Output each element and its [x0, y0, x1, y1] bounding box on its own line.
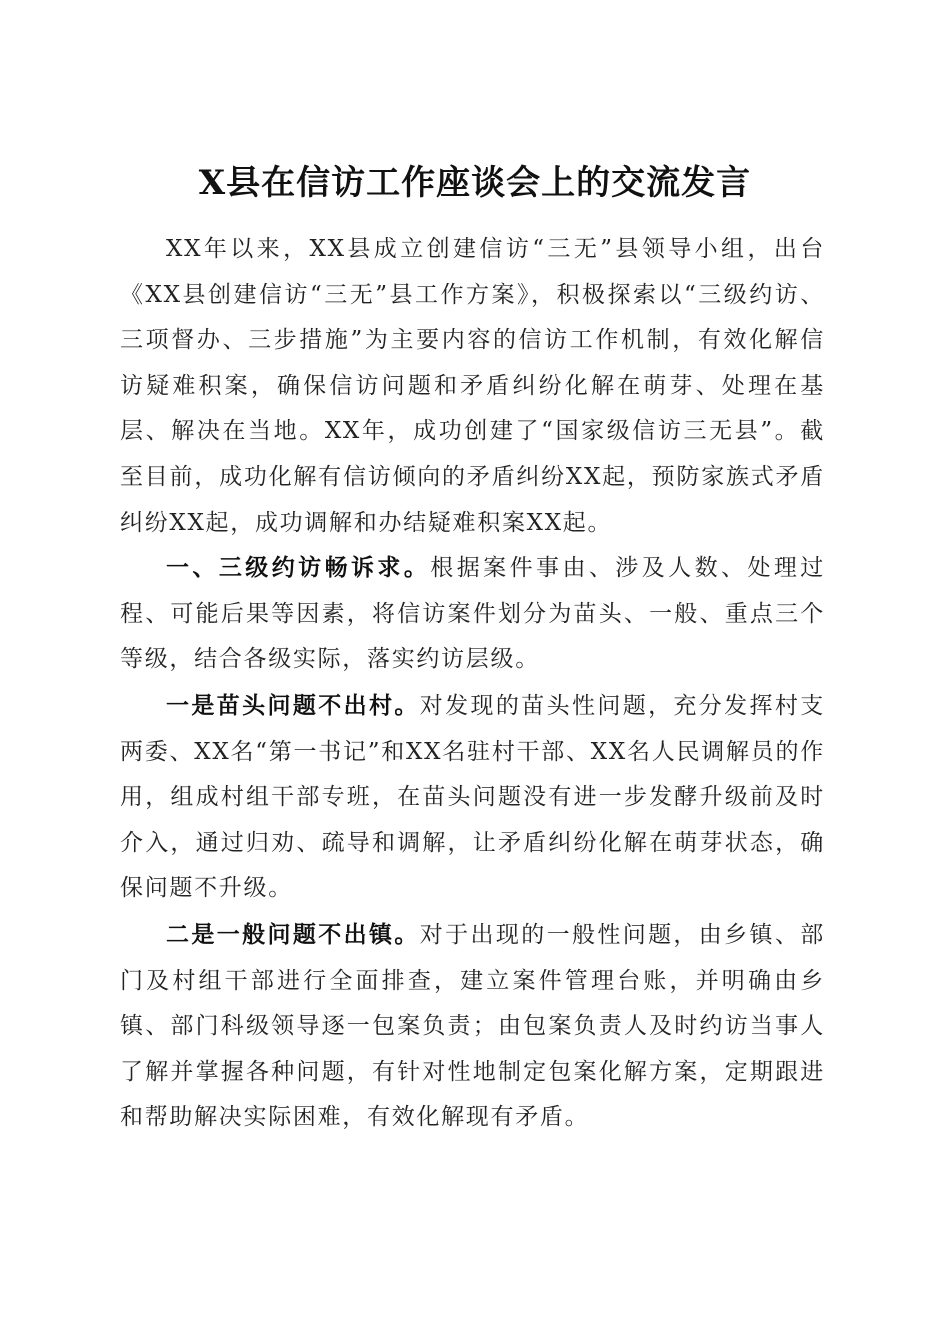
- point-one-heading: 一是苗头问题不出村。: [166, 691, 420, 719]
- point-two-text: 对于出现的一般性问题，由乡镇、部门及村组干部进行全面排查，建立案件管理台账，并明确由乡镇、部门科级领导逐一包案负责；由包案负责人及时约访当事人了解并掌握各种问题，有针对性地制定包案化解方案，定期跟进和帮助解决实际困难，有效化解现有矛盾。: [120, 921, 825, 1131]
- point-two-heading: 二是一般问题不出镇。: [166, 920, 420, 948]
- intro-paragraph-text: XX年以来，XX县成立创建信访“三无”县领导小组，出台《XX县创建信访“三无”县工作方案》，积极探索以“三级约访、三项督办、三步措施”为主要内容的信访工作机制，有效化解信访疑难积案，确保信访问题和矛盾纠纷化解在萌芽、处理在基层、解决在当地。XX年，成功创建了“国家级信访三无县”。截至目前，成功化解有信访倾向的矛盾纠纷XX起，预防家族式矛盾纠纷XX起，成功调解和办结疑难积案XX起。: [120, 236, 825, 536]
- intro-paragraph: [120, 227, 825, 546]
- document-title: X县在信访工作座谈会上的交流发言: [198, 162, 752, 203]
- section-one-paragraph: [120, 546, 825, 683]
- section-one-heading: 一、三级约访畅诉求。: [166, 555, 431, 582]
- section-one-text: 根据案件事由、涉及人数、处理过程、可能后果等因素，将信访案件划分为苗头、一般、重点三个等级，结合各级实际，落实约访层级。: [120, 555, 826, 673]
- point-two-paragraph: [120, 912, 825, 1141]
- point-one-paragraph: [120, 683, 825, 912]
- point-one-text: 对发现的苗头性问题，充分发挥村支两委、XX名“第一书记”和XX名驻村干部、XX名人民调解员的作用，组成村组干部专班，在苗头问题没有进一步发酵升级前及时介入，通过归劝、疏导和调解，让矛盾纠纷化解在萌芽状态，确保问题不升级。: [120, 692, 825, 902]
- document-body: [120, 227, 825, 1141]
